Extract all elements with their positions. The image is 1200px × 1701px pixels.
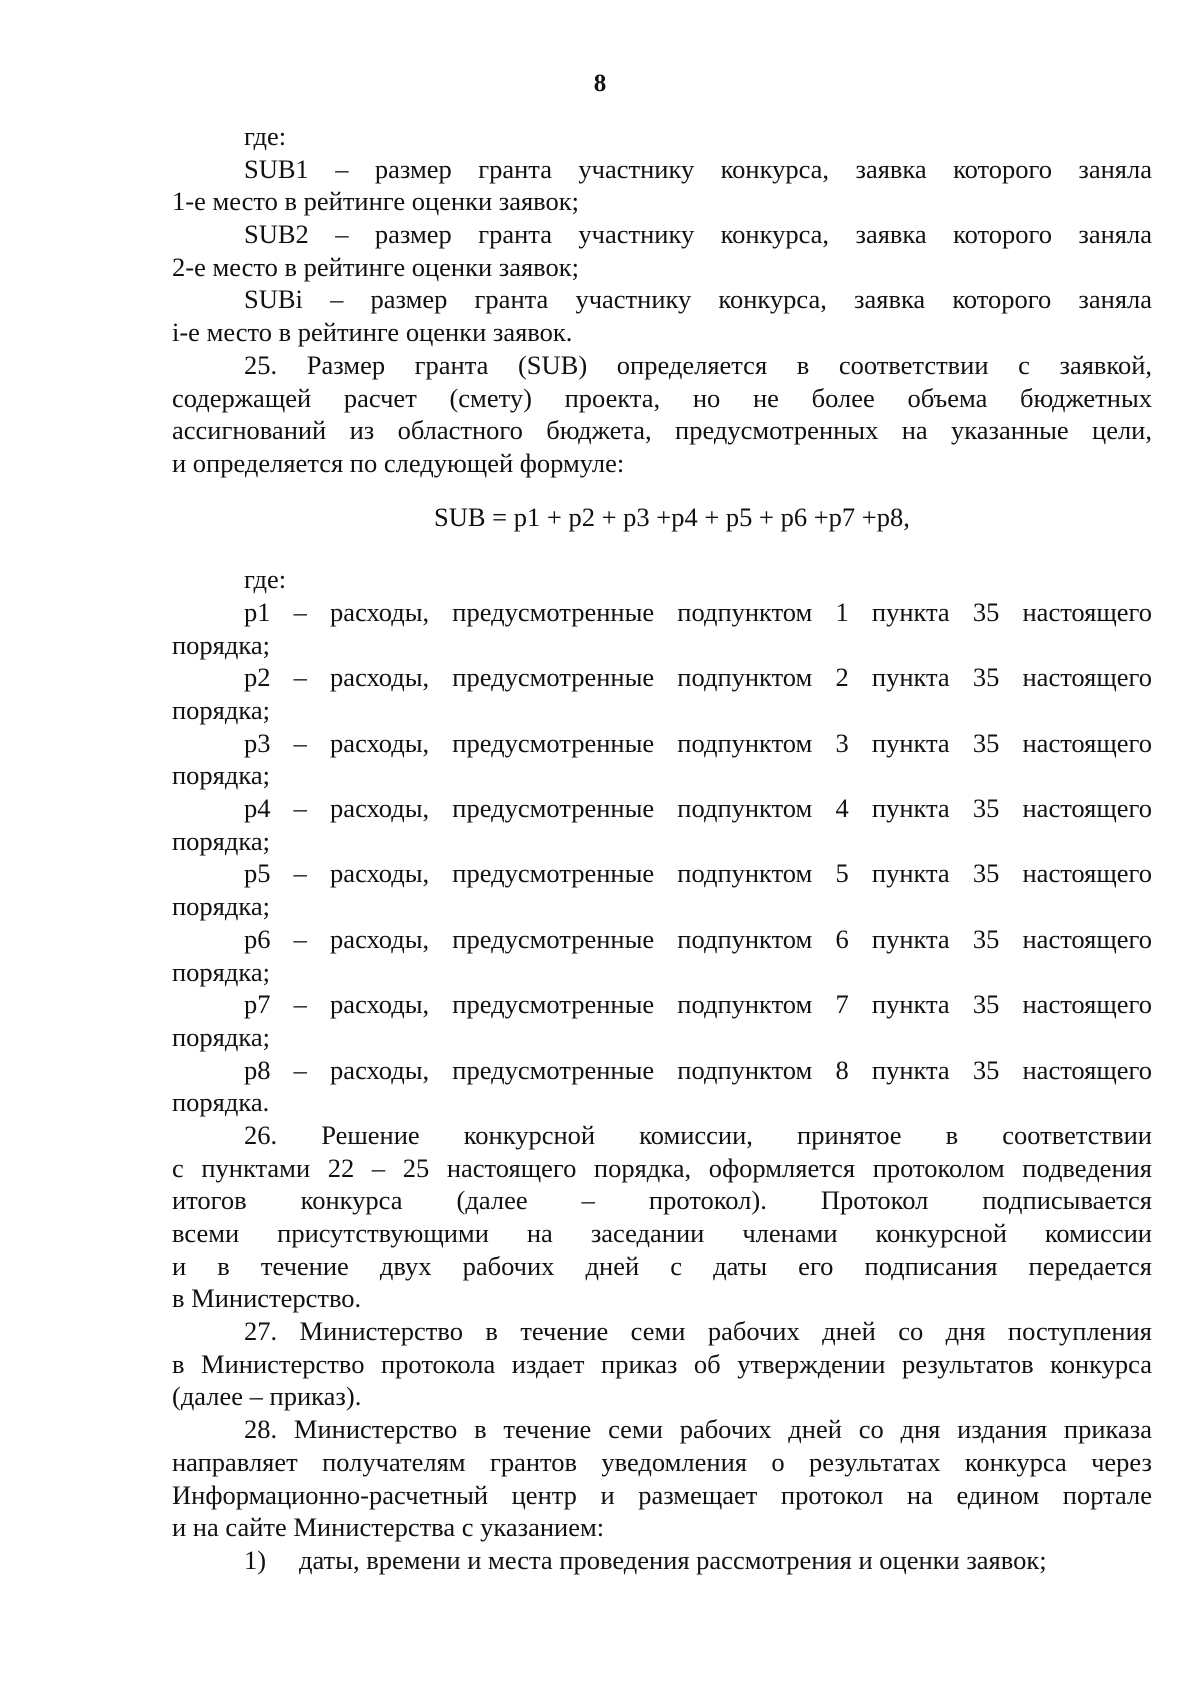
text-line: (далее – приказ). <box>172 1381 362 1412</box>
text-line: p3 – расходы, предусмотренные подпунктом 3 пункта 35 настоящего <box>244 727 1152 758</box>
list-item <box>172 1544 1152 1577</box>
text-line: SUB2 – размер гранта участнику конкурса, заявка которого заняла <box>244 219 1152 250</box>
text-block-grant-definitions <box>172 120 1152 480</box>
text-line: порядка; <box>172 1021 270 1052</box>
text-line: содержащей расчет (смету) проекта, но не более объема бюджетных <box>172 382 1152 413</box>
list-item-text: даты, времени и места проведения рассмотрения и оценки заявок; <box>299 1544 1047 1575</box>
text-line: ассигнований из областного бюджета, предусмотренных на указанные цели, <box>172 415 1152 446</box>
text-line: и определяется по следующей формуле: <box>172 447 625 478</box>
text-line: p8 – расходы, предусмотренные подпунктом 8 пункта 35 настоящего <box>244 1054 1152 1085</box>
text-line: i-е место в рейтинге оценки заявок. <box>172 317 573 348</box>
text-line: порядка; <box>172 629 270 660</box>
text-line: и на сайте Министерства с указанием: <box>172 1512 605 1543</box>
text-line: и в течение двух рабочих дней с даты его подписания передается <box>172 1250 1152 1281</box>
text-line: направляет получателям грантов уведомления о результатах конкурса через <box>172 1446 1152 1477</box>
text-line: порядка; <box>172 956 270 987</box>
text-line: порядка. <box>172 1087 270 1118</box>
enumerated-list <box>172 1544 1152 1577</box>
text-line: p4 – расходы, предусмотренные подпунктом 4 пункта 35 настоящего <box>244 793 1152 824</box>
text-line: порядка; <box>172 891 270 922</box>
text-line: p6 – расходы, предусмотренные подпунктом 6 пункта 35 настоящего <box>244 923 1152 954</box>
list-item-number: 1) <box>244 1544 267 1575</box>
text-line: 1-е место в рейтинге оценки заявок; <box>172 186 579 217</box>
text-line: в Министерство. <box>172 1283 362 1314</box>
page-number: 8 <box>593 70 607 97</box>
text-line: с пунктами 22 – 25 настоящего порядка, оформляется протоколом подведения <box>172 1152 1152 1183</box>
text-line: где: <box>244 564 287 595</box>
formula: SUB = p1 + p2 + p3 +p4 + p5 + p6 +p7 +p8, <box>434 501 910 532</box>
text-line: в Министерство протокола издает приказ об утверждении результатов конкурса <box>172 1348 1152 1379</box>
text-line: p7 – расходы, предусмотренные подпунктом 7 пункта 35 настоящего <box>244 989 1152 1020</box>
text-line: всеми присутствующими на заседании членами конкурсной комиссии <box>172 1218 1152 1248</box>
text-line: SUB1 – размер гранта участнику конкурса, заявка которого заняла <box>244 153 1152 184</box>
text-line: SUBi – размер гранта участнику конкурса, заявка которого заняла <box>244 284 1152 315</box>
text-line: p5 – расходы, предусмотренные подпунктом 5 пункта 35 настоящего <box>244 858 1152 889</box>
text-line: 27. Министерство в течение семи рабочих дней со дня поступления <box>244 1316 1152 1347</box>
text-line: порядка; <box>172 760 270 791</box>
text-line: итогов конкурса (далее – протокол). Протокол подписывается <box>172 1185 1152 1216</box>
text-line: 26. Решение конкурсной комиссии, принятое в соответствии <box>244 1119 1152 1150</box>
text-line: 28. Министерство в течение семи рабочих дней со дня издания приказа <box>244 1414 1152 1445</box>
document-body <box>172 120 1152 1577</box>
text-line: p1 – расходы, предусмотренные подпунктом 1 пункта 35 настоящего <box>244 596 1152 627</box>
text-line: p2 – расходы, предусмотренные подпунктом 2 пункта 35 настоящего <box>244 662 1152 693</box>
text-line: порядка; <box>172 825 270 856</box>
text-line: 25. Размер гранта (SUB) определяется в соответствии с заявкой, <box>244 349 1152 380</box>
text-line: порядка; <box>172 695 270 725</box>
text-line: Информационно-расчетный центр и размещает протокол на едином портале <box>172 1479 1152 1510</box>
text-block-expenses-and-procedure <box>172 563 1152 1544</box>
text-line: где: <box>244 121 287 151</box>
text-line: 2-е место в рейтинге оценки заявок; <box>172 251 579 282</box>
